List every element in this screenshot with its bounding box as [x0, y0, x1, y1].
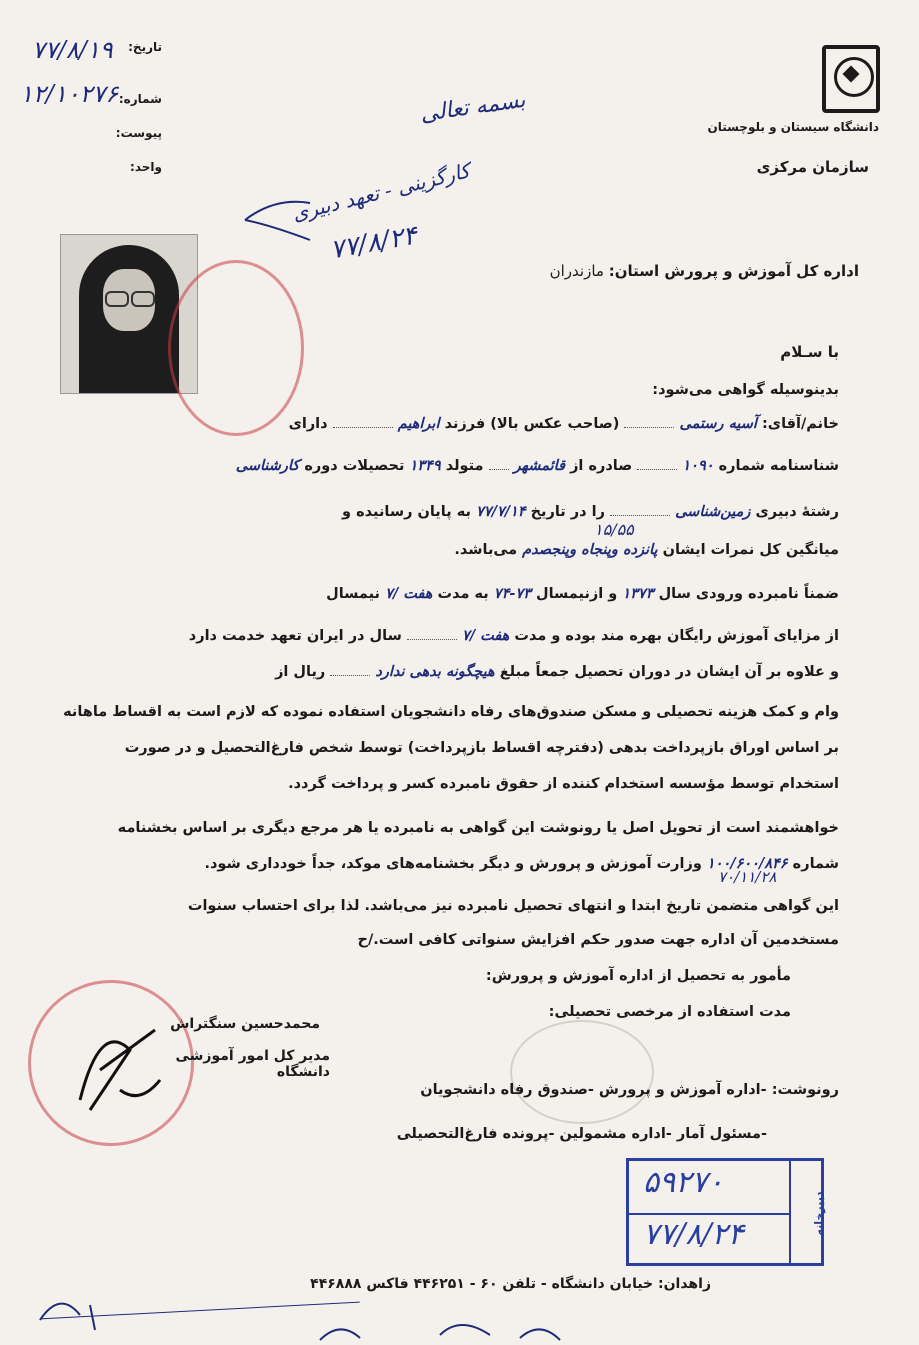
- entry-label: ضمناً نامبرده ورودی سال: [658, 586, 839, 602]
- p2-date: ۷۰/۱۱/۲۸: [718, 868, 777, 886]
- date-label: تاریخ:: [128, 40, 162, 54]
- receipt-label: دبیرخانه: [812, 1191, 826, 1236]
- intro: بدینوسیله گواهی می‌شود:: [652, 382, 839, 398]
- grad-date: ۷۷/۷/۱۴: [476, 503, 526, 520]
- father-name: ابراهیم: [397, 415, 440, 432]
- p2-line1: خواهشمند است از تحویل اصل یا رونوشت این گواهی به نامبرده یا هر مرجع دیگری بر اساس بخشنامه: [117, 820, 839, 836]
- loan-text: و علاوه بر آن ایشان در دوران تحصیل جمعاً مبلغ: [499, 664, 839, 680]
- on-date-label: را در تاریخ: [530, 504, 605, 520]
- semester-word: نیمسال: [326, 586, 380, 602]
- copies-text1: -اداره آموزش و پرورش -صندوق رفاه دانشجویان: [420, 1082, 767, 1098]
- university-logo: [822, 45, 880, 113]
- birth-year: ۱۳۴۹: [409, 457, 441, 474]
- recipient-title: اداره کل آموزش و پرورش استان:: [608, 262, 859, 280]
- line-loan: [79, 662, 839, 682]
- field-value: زمین‌شناسی: [675, 503, 751, 520]
- unit-label: واحد:: [130, 160, 162, 174]
- duration-label: به مدت: [437, 586, 489, 602]
- free-edu: از مزایای آموزش رایگان بهره مند بوده و مدت: [514, 628, 839, 644]
- receipt-date: ۷۷/۸/۲۴: [643, 1217, 744, 1252]
- studies-label: تحصیلات دوره: [304, 458, 405, 474]
- line-id: [79, 456, 839, 476]
- service-text: سال در ایران تعهد خدمت دارد: [188, 628, 402, 644]
- issued-label: صادره از: [570, 458, 633, 474]
- id-number: ۱۰۹۰: [682, 457, 714, 474]
- p1-line3: استخدام توسط مؤسسه استخدام کننده از حقوق نامبرده کسر و پرداخت گردد.: [288, 776, 839, 792]
- receipt-stamp: [626, 1158, 824, 1266]
- receipt-number: ۵۹۲۷۰: [643, 1165, 724, 1200]
- org-name: سازمان مرکزی: [756, 158, 869, 176]
- field-label: رشتهٔ دبیری: [755, 504, 839, 520]
- recipient-province: مازندران: [549, 262, 604, 280]
- gpa-is: می‌باشد.: [454, 542, 518, 558]
- university-name: دانشگاه سیستان و بلوچستان: [707, 120, 879, 134]
- referral-stroke: [240, 195, 320, 245]
- line-field: [79, 502, 839, 522]
- gpa-label: میانگین کل نمرات ایشان: [662, 542, 839, 558]
- id-label: شناسنامه شماره: [718, 458, 839, 474]
- p4-line2: مدت استفاده از مرخصی تحصیلی:: [548, 1004, 791, 1020]
- p3-line1: این گواهی متضمن تاریخ ابتدا و انتهای تحصیل نامبرده نیز می‌باشد. لذا برای احتساب سنوات: [187, 898, 839, 914]
- entry-year: ۱۳۷۳: [622, 585, 654, 602]
- from-year: ۷۳-۷۴: [493, 585, 531, 602]
- referral-note: کارگزینی - تعهد دبیری: [289, 158, 473, 226]
- p1-line1: وام و کمک هزینه تحصیلی و مسکن صندوق‌های رفاه دانشجویان استفاده نموده که لازم است به اقساط ماهانه: [63, 704, 839, 720]
- recipient-line: [339, 262, 859, 280]
- degree: کارشناسی: [235, 457, 300, 474]
- bottom-scribbles: [20, 1280, 620, 1345]
- date-value: ۷۷/۸/۱۹: [32, 36, 113, 64]
- photo-ref: (صاحب عکس بالا) فرزند: [444, 416, 620, 432]
- born-label: متولد: [445, 458, 484, 474]
- name-prefix: خانم/آقای:: [761, 416, 839, 432]
- line-gpa: [79, 540, 839, 560]
- red-stamp-photo: [168, 260, 304, 436]
- copies-label: رونوشت:: [771, 1082, 839, 1098]
- issued-place: قائمشهر: [513, 457, 566, 474]
- basmala: بسمه تعالی: [418, 87, 527, 128]
- line-entry: [79, 584, 839, 604]
- footer-address: زاهدان: خیابان دانشگاه - تلفن ۶۰ - ۴۴۶۲۵۱ فاکس ۴۴۶۸۸۸: [310, 1276, 711, 1292]
- greeting: با سـلام: [780, 343, 839, 361]
- signatory-name: محمدحسین سنگتراش: [170, 1016, 320, 1032]
- line-free-edu: [79, 626, 839, 646]
- copies-line2: -مسئول آمار -اداره مشمولین -پرونده فارغ‌التحصیلی: [396, 1126, 767, 1142]
- loan-amount: هیچگونه بدهی ندارد: [375, 663, 495, 680]
- p2-line2-rest: وزارت آموزش و پرورش و دیگر بخشنامه‌های موکد، جداً خودداری شود.: [204, 856, 702, 872]
- applicant-name: آسیه رستمی: [679, 415, 757, 432]
- faint-stamp: [510, 1020, 654, 1124]
- gpa-words: پانزده وپنجاه وپنجصدم: [522, 541, 658, 558]
- rial: ریال از: [275, 664, 326, 680]
- service-years: هفت /۷: [461, 627, 510, 644]
- p1-line2: بر اساس اوراق بازپرداخت بدهی (دفترچه اقساط بازپرداخت) توسط شخص فارغ‌التحصیل و در صورت: [124, 740, 839, 756]
- signatory-title: مدیر کل امور آموزشی دانشگاه: [175, 1048, 330, 1080]
- completed: به پایان رسانیده و: [342, 504, 471, 520]
- semesters: هفت /۷: [385, 585, 433, 602]
- p2-num: ۱۰۰/۶۰۰/۸۴۶: [706, 855, 788, 872]
- p4-line1: مأمور به تحصیل از اداره آموزش و پرورش:: [485, 968, 791, 984]
- copies-line1: [319, 1080, 839, 1100]
- p2-num-label: شماره: [792, 856, 839, 872]
- number-label: شماره:: [118, 92, 162, 106]
- referral-date: ۷۷/۸/۲۴: [328, 220, 420, 266]
- from-year-label: و ازنیمسال: [536, 586, 618, 602]
- gpa-number: ۱۵/۵۵: [594, 520, 634, 539]
- having: دارای: [288, 416, 328, 432]
- attachment-label: پیوست:: [115, 126, 162, 140]
- line-name: [79, 414, 839, 434]
- number-value: ۱۲/۱۰۲۷۶: [20, 80, 119, 108]
- p3-line2: مستخدمین آن اداره جهت صدور حکم افزایش سنواتی کافی است./ح: [357, 932, 839, 948]
